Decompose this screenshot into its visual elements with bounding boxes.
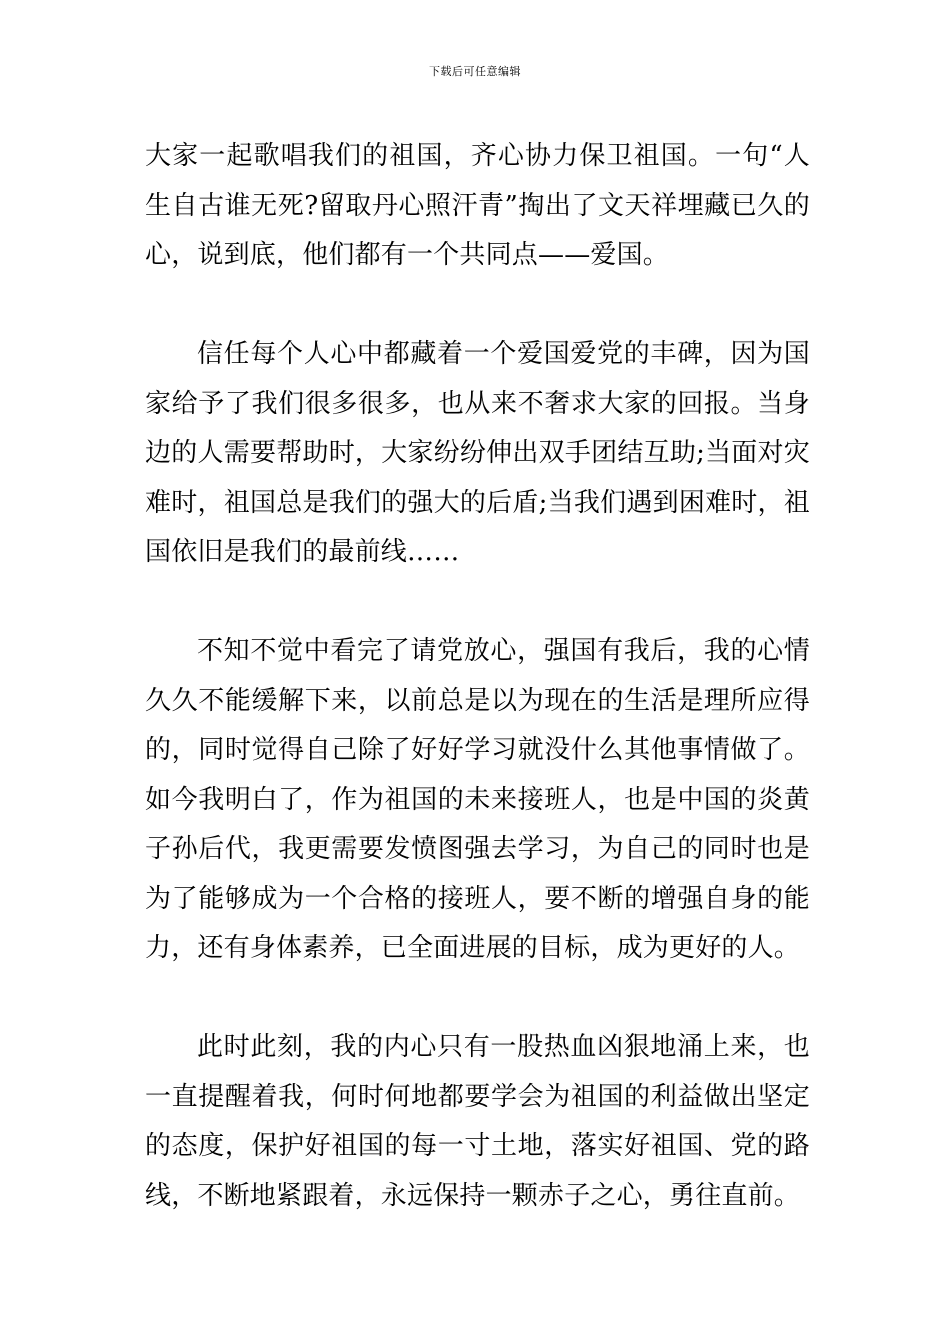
document-body <box>145 132 810 1221</box>
paragraph: 不知不觉中看完了请党放心，强国有我后，我的心情久久不能缓解下来，以前总是以为现在的生活是理所应得的，同时觉得自己除了好好学习就没什么其他事情做了。如今我明白了，作为祖国的未来接班人，也是中国的炎黄子孙后代，我更需要发愤图强去学习，为自己的同时也是为了能够成为一个合格的接班人，要不断的增强自身的能力，还有身体素养，已全面进展的目标，成为更好的人。 <box>145 636 810 963</box>
paragraph: 大家一起歌唱我们的祖国，齐心协力保卫祖国。一句“人生自古谁无死?留取丹心照汗青”掏出了文天祥埋藏已久的心，说到底，他们都有一个共同点——爱国。 <box>145 141 810 270</box>
paragraph: 信任每个人心中都藏着一个爱国爱党的丰碑，因为国家给予了我们很多很多，也从来不奢求大家的回报。当身边的人需要帮助时，大家纷纷伸出双手团结互助;当面对灾难时，祖国总是我们的强大的后盾;当我们遇到困难时，祖国依旧是我们的最前线…… <box>145 339 810 567</box>
page-header: 下载后可任意编辑 <box>429 65 521 78</box>
paragraph: 此时此刻，我的内心只有一股热血凶狠地涌上来，也一直提醒着我，何时何地都要学会为祖国的利益做出坚定的态度，保护好祖国的每一寸土地，落实好祖国、党的路线，不断地紧跟着，永远保持一颗赤子之心，勇往直前。 <box>145 1032 810 1211</box>
